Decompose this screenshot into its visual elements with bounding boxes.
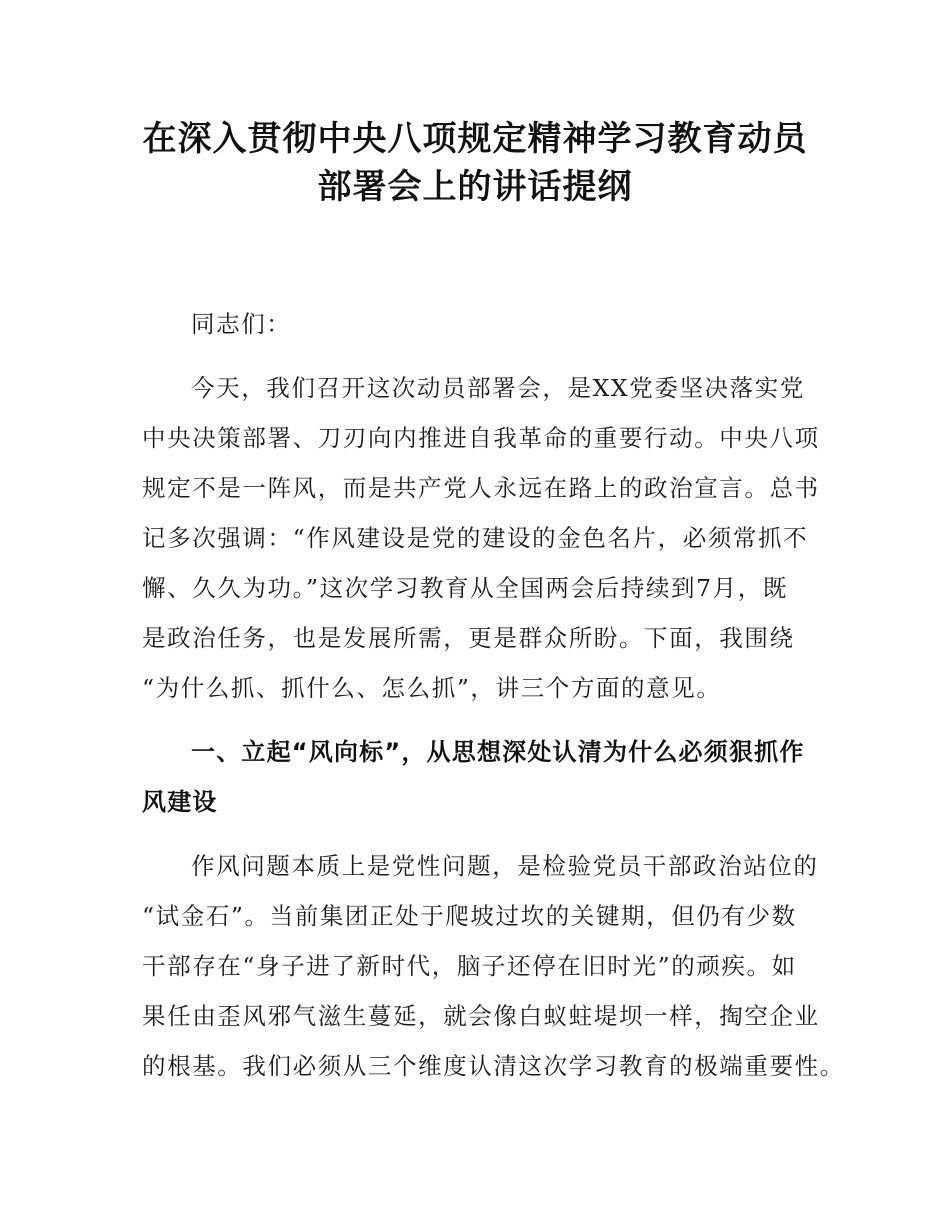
intro-paragraph-line: 懈、久久为功。”这次学习教育从全国两会后持续到7月，既 [142,574,788,602]
intro-paragraph-line: “为什么抓、抓什么、怎么抓”，讲三个方面的意见。 [142,674,722,702]
salutation: 同志们： [191,310,292,338]
section-1-paragraph-line: 果任由歪风邪气滋生蔓延，就会像白蚁蛀堤坝一样，掏空企业 [142,1002,820,1030]
section-1-paragraph-line: “试金石”。当前集团正处于爬坡过坎的关键期，但仍有少数 [142,902,797,930]
section-1-paragraph-line: 的根基。我们必须从三个维度认清这次学习教育的极端重要性。 [142,1052,845,1080]
section-1-paragraph-line: 干部存在“身子进了新时代，脑子还停在旧时光”的顽疾。如 [142,952,797,980]
document-title-line-2: 部署会上的讲话提纲 [317,167,633,207]
section-1-heading-line: 风建设 [142,788,218,816]
intro-paragraph-line: 规定不是一阵风，而是共产党人永远在路上的政治宣言。总书 [142,474,820,502]
section-1-paragraph-line: 作风问题本质上是党性问题，是检验党员干部政治站位的 [191,852,819,880]
section-1-heading-line: 一、立起“风向标”，从思想深处认清为什么必须狠抓作 [191,738,805,766]
intro-paragraph-line: 记多次强调：“作风建设是党的建设的金色名片，必须常抓不 [142,524,809,552]
intro-paragraph-line: 是政治任务，也是发展所需，更是群众所盼。下面，我围绕 [142,624,795,652]
intro-paragraph-line: 今天，我们召开这次动员部署会，是XX党委坚决落实党 [191,374,805,402]
document-title-line-1: 在深入贯彻中央八项规定精神学习教育动员 [142,119,808,159]
intro-paragraph-line: 中央决策部署、刀刃向内推进自我革命的重要行动。中央八项 [142,424,820,452]
